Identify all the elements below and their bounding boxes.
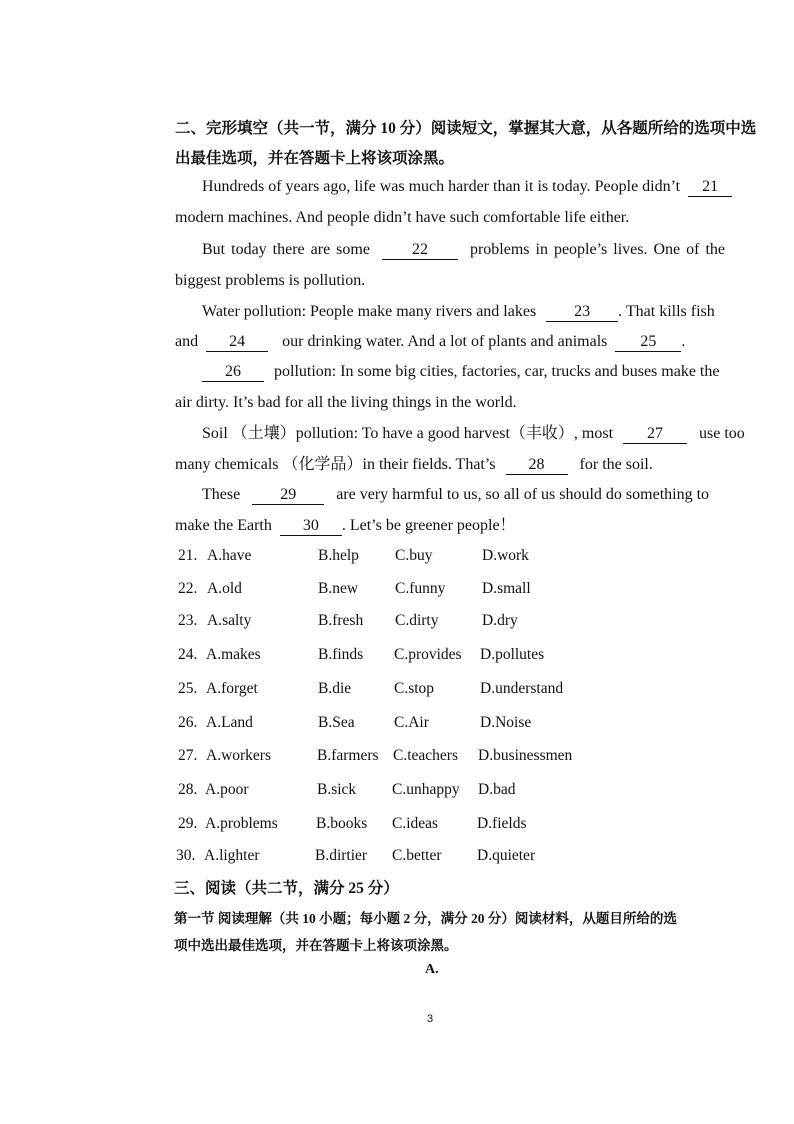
passage-line <box>202 177 732 197</box>
option-d: D.small <box>482 580 531 597</box>
question-number: 27. <box>178 747 198 764</box>
passage-line: biggest problems is pollution. <box>175 272 366 289</box>
passage-text: our drinking water. And a lot of plants and animals <box>282 333 608 350</box>
passage-text: use too <box>699 425 745 442</box>
option-c: C.provides <box>394 646 462 663</box>
option-b: B.books <box>316 815 368 832</box>
passage-text: But today there are some <box>202 241 370 258</box>
passage-line <box>202 424 745 444</box>
blank-27: 27 <box>623 425 687 444</box>
option-a: A.salty <box>207 612 252 629</box>
passage-line <box>175 516 516 536</box>
passage-text: make the Earth <box>175 517 272 534</box>
passage-line <box>175 332 685 352</box>
option-d: D.fields <box>477 815 527 832</box>
option-d: D.Noise <box>480 714 532 731</box>
option-d: D.understand <box>480 680 564 697</box>
question-number: 28. <box>178 781 198 798</box>
option-d: D.bad <box>478 781 516 798</box>
passage-text: These <box>202 486 241 503</box>
blank-28: 28 <box>506 456 568 475</box>
passage-text: for the soil. <box>579 456 653 473</box>
option-c: C.stop <box>394 680 435 697</box>
passage-text: Hundreds of years ago, life was much harder than it is today. People didn’t <box>202 178 681 195</box>
question-number: 23. <box>178 612 198 629</box>
passage-text: are very harmful to us, so all of us should do something to <box>336 486 710 503</box>
option-d: D.quieter <box>477 847 536 864</box>
passage-line: modern machines. And people didn’t have such comfortable life either. <box>175 209 630 226</box>
blank-26: 26 <box>202 363 264 382</box>
blank-30: 30 <box>280 517 342 536</box>
question-number: 25. <box>178 680 198 697</box>
passage-text: problems in people’s lives. One of the <box>469 241 726 258</box>
option-c: C.funny <box>395 580 446 597</box>
option-d: D.work <box>482 547 529 564</box>
blank-25: 25 <box>615 333 681 352</box>
blank-21: 21 <box>688 178 732 197</box>
passage-line <box>202 485 709 505</box>
option-c: C.unhappy <box>392 781 460 798</box>
section-heading-cloze: 二、完形填空（共一节，满分 10 分）阅读短文，掌握其大意，从各题所给的选项中选 <box>175 120 757 137</box>
option-b: B.dirtier <box>315 847 368 864</box>
option-a: A.have <box>207 547 252 564</box>
option-d: D.pollutes <box>480 646 545 663</box>
passage-label: A. <box>425 962 439 977</box>
section-heading-reading: 三、阅读（共二节，满分 25 分） <box>174 880 399 897</box>
passage-text: . Let’s be greener people！ <box>341 517 516 534</box>
option-c: C.buy <box>395 547 433 564</box>
option-a: A.problems <box>205 815 278 832</box>
passage-text: and <box>175 333 199 350</box>
question-number: 30. <box>176 847 196 864</box>
passage-line <box>202 362 719 382</box>
option-b: B.die <box>318 680 352 697</box>
option-a: A.Land <box>206 714 253 731</box>
passage-text: . That kills fish <box>618 303 715 320</box>
option-a: A.makes <box>206 646 261 663</box>
passage-text: Soil （土壤）pollution: To have a good harvest（丰收）, most <box>202 425 614 442</box>
option-b: B.Sea <box>318 714 355 731</box>
passage-line: air dirty. It’s bad for all the living things in the world. <box>175 394 517 411</box>
option-a: A.poor <box>205 781 249 798</box>
option-a: A.workers <box>206 747 271 764</box>
question-number: 21. <box>178 547 198 564</box>
question-number: 29. <box>178 815 198 832</box>
option-a: A.old <box>207 580 242 597</box>
blank-29: 29 <box>252 486 324 505</box>
option-c: C.better <box>392 847 442 864</box>
page-number: 3 <box>427 1013 434 1025</box>
question-number: 22. <box>178 580 198 597</box>
question-number: 24. <box>178 646 198 663</box>
option-a: A.lighter <box>204 847 260 864</box>
option-c: C.dirty <box>395 612 439 629</box>
passage-line <box>175 455 653 475</box>
option-b: B.finds <box>318 646 364 663</box>
option-b: B.help <box>318 547 359 564</box>
subsection-instruction-line2: 项中选出最佳选项，并在答题卡上将该项涂黑。 <box>174 938 458 953</box>
option-d: D.businessmen <box>478 747 573 764</box>
option-c: C.teachers <box>393 747 458 764</box>
passage-line <box>202 240 725 260</box>
option-a: A.forget <box>206 680 258 697</box>
subsection-instruction: 第一节 阅读理解（共 10 小题；每小题 2 分，满分 20 分）阅读材料，从题目所给的选 <box>174 911 677 926</box>
option-b: B.new <box>318 580 359 597</box>
passage-line <box>202 302 715 322</box>
passage-text: Water pollution: People make many rivers and lakes <box>202 303 537 320</box>
option-b: B.farmers <box>317 747 379 764</box>
option-row <box>178 547 197 565</box>
blank-22: 22 <box>382 241 458 260</box>
option-d: D.dry <box>482 612 518 629</box>
section-heading-cloze-line2: 出最佳选项，并在答题卡上将该项涂黑。 <box>175 150 455 167</box>
option-c: C.ideas <box>392 815 439 832</box>
passage-text: . <box>681 333 686 350</box>
option-c: C.Air <box>394 714 429 731</box>
blank-24: 24 <box>206 333 268 352</box>
question-number: 26. <box>178 714 198 731</box>
passage-text: pollution: In some big cities, factories, car, trucks and buses make the <box>274 363 720 380</box>
option-b: B.sick <box>317 781 357 798</box>
passage-text: many chemicals （化学品）in their fields. That’s <box>175 456 496 473</box>
blank-23: 23 <box>546 303 618 322</box>
option-b: B.fresh <box>318 612 364 629</box>
